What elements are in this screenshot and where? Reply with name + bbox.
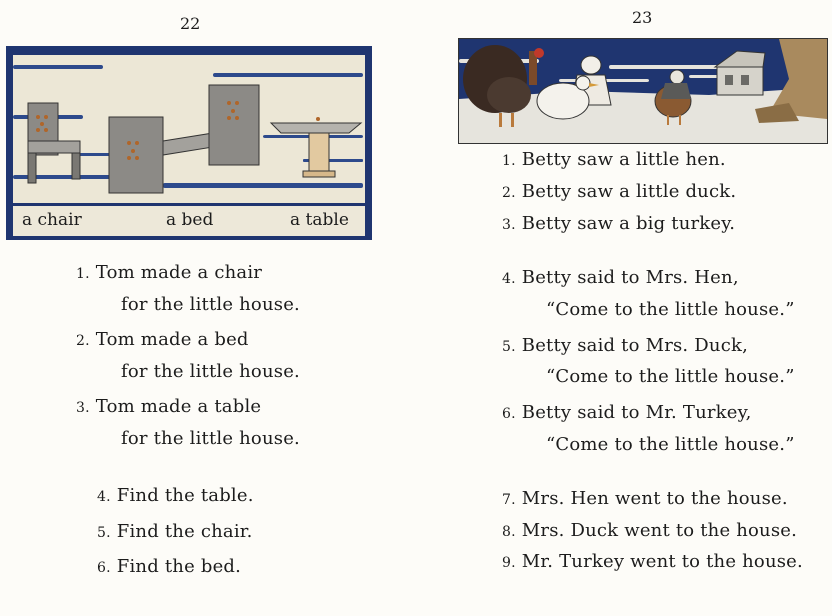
farmyard-illustration (458, 38, 828, 144)
text-line: 5. Betty said to Mrs. Duck, (502, 335, 749, 356)
text-line: “Come to the little house.” (546, 366, 795, 387)
furniture-scene (13, 55, 365, 203)
text-line: “Come to the little house.” (546, 434, 795, 455)
text-line: 8. Mrs. Duck went to the house. (502, 520, 798, 541)
page-number: 22 (180, 14, 201, 33)
caption-table: a table (290, 210, 349, 230)
text-line: 2. Betty saw a little duck. (502, 181, 737, 202)
text-line: 3. Betty saw a big turkey. (502, 213, 736, 234)
text-line: 6. Betty said to Mr. Turkey, (502, 402, 752, 423)
text-line: for the little house. (121, 428, 300, 449)
text-line: 5. Find the chair. (97, 521, 253, 542)
text-line: “Come to the little house.” (546, 299, 795, 320)
table-drawing (271, 117, 361, 177)
text-line: 7. Mrs. Hen went to the house. (502, 488, 788, 509)
text-line: 1. Betty saw a little hen. (502, 149, 726, 170)
text-line: 4. Betty said to Mrs. Hen, (502, 267, 739, 288)
text-line: for the little house. (121, 361, 300, 382)
right-page (416, 0, 832, 616)
caption-bed: a bed (166, 210, 214, 230)
text-line: 6. Find the bed. (97, 556, 242, 577)
text-line: 9. Mr. Turkey went to the house. (502, 551, 803, 572)
page-number: 23 (632, 8, 653, 27)
bed-drawing (109, 85, 259, 193)
furniture-drawing (13, 55, 365, 203)
text-line: 1. Tom made a chair (76, 262, 263, 283)
left-page (0, 0, 410, 616)
furniture-illustration (6, 46, 372, 240)
caption-chair: a chair (22, 210, 82, 230)
text-line: 2. Tom made a bed (76, 329, 249, 350)
text-line: for the little house. (121, 294, 300, 315)
farmyard-drawing (459, 39, 827, 143)
text-line: 4. Find the table. (97, 485, 254, 506)
text-line: 3. Tom made a table (76, 396, 262, 417)
illustration-captions (13, 206, 365, 236)
